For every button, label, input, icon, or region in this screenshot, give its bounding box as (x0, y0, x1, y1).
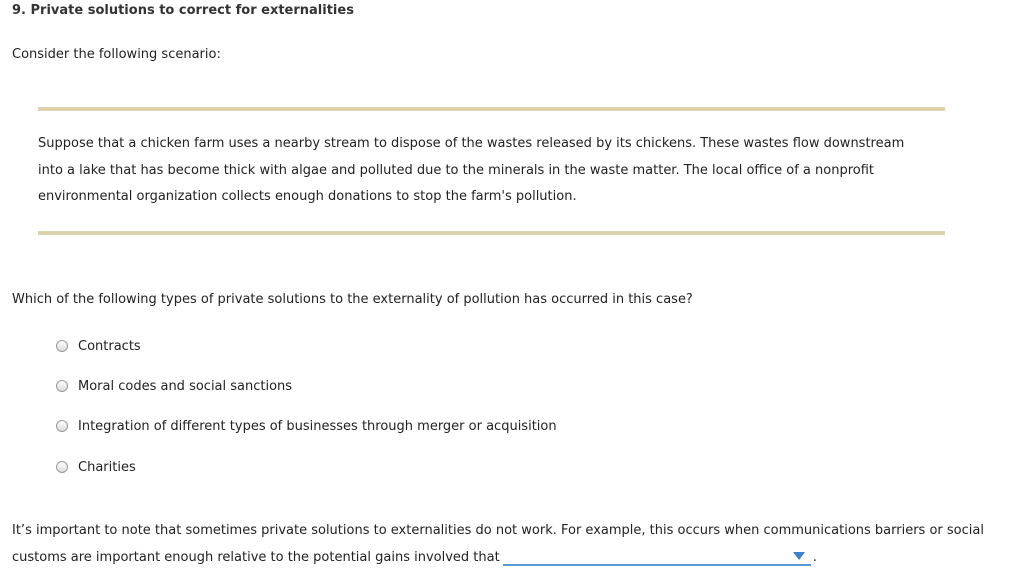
radio-button[interactable] (56, 461, 68, 473)
closing-period: . (812, 550, 817, 565)
scenario-text (38, 131, 938, 211)
option-charities[interactable] (56, 459, 136, 475)
option-label: Contracts (78, 338, 141, 354)
option-integration[interactable] (56, 418, 557, 434)
answer-dropdown[interactable] (503, 547, 811, 566)
chevron-down-icon (793, 552, 805, 560)
option-contracts[interactable] (56, 338, 141, 354)
closing-line: It’s important to note that sometimes private solutions to externalities do not work. For example, this occurs when communications barriers or social (12, 523, 984, 538)
question-prompt: Which of the following types of private solutions to the externality of pollution has occurred in this case? (12, 292, 693, 307)
closing-line-with-dropdown (12, 544, 1017, 571)
radio-button[interactable] (56, 340, 68, 352)
scenario-top-divider (38, 107, 945, 111)
option-moral-codes[interactable] (56, 378, 292, 394)
radio-button[interactable] (56, 380, 68, 392)
scenario-bottom-divider (38, 231, 945, 235)
option-label: Charities (78, 459, 136, 475)
option-label: Moral codes and social sanctions (78, 378, 293, 394)
scenario-intro: Consider the following scenario: (12, 47, 221, 62)
question-title: 9. Private solutions to correct for externalities (12, 3, 354, 18)
scenario-line: into a lake that has become thick with algae and polluted due to the minerals in the waste matter. The local office of a nonprofit (38, 162, 875, 178)
scenario-line: environmental organization collects enough donations to stop the farm's pollution. (38, 189, 577, 204)
option-label: Integration of different types of businesses through merger or acquisition (78, 418, 557, 434)
scenario-line: Suppose that a chicken farm uses a nearby stream to dispose of the wastes released by its chickens. These wastes flow downstream (38, 136, 905, 151)
closing-statement (12, 517, 1017, 571)
closing-line-text: customs are important enough relative to the potential gains involved that (12, 550, 500, 565)
radio-button[interactable] (56, 420, 68, 432)
